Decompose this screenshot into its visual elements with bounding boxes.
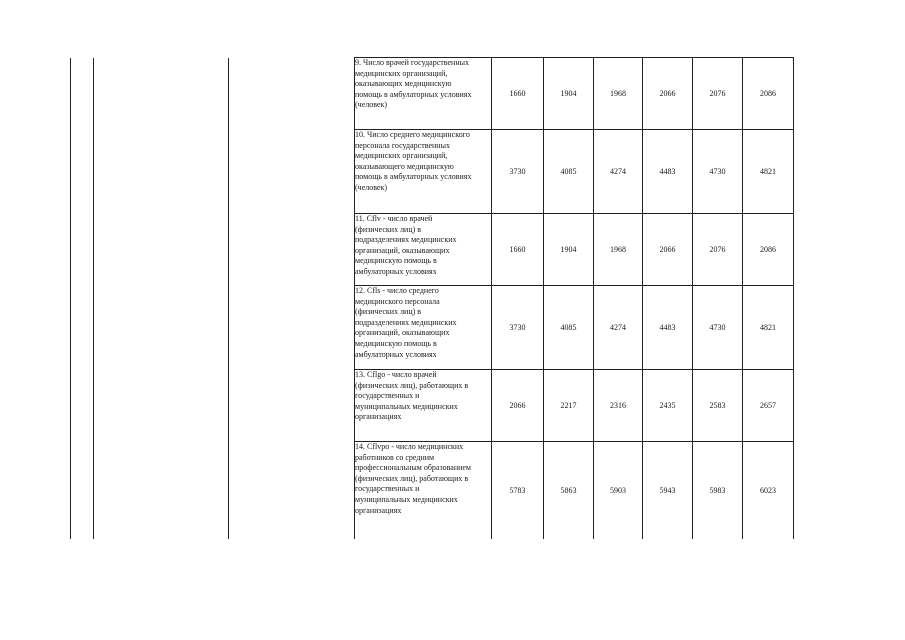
value-cell: 2657 bbox=[743, 370, 794, 442]
value-cell: 3730 bbox=[492, 286, 544, 370]
value-cell: 2076 bbox=[693, 58, 743, 130]
value-cell: 5983 bbox=[693, 442, 743, 539]
value-cell: 4821 bbox=[743, 286, 794, 370]
table-row bbox=[355, 214, 794, 286]
value-cell: 2086 bbox=[743, 58, 794, 130]
value-cell: 4274 bbox=[594, 130, 643, 214]
value-cell: 4085 bbox=[544, 130, 594, 214]
table-row bbox=[355, 370, 794, 442]
value-cell: 1660 bbox=[492, 214, 544, 286]
value-cell: 4483 bbox=[643, 130, 693, 214]
value-cell: 1904 bbox=[544, 214, 594, 286]
value-cell: 5943 bbox=[643, 442, 693, 539]
indicators-table bbox=[354, 57, 794, 539]
value-cell: 4821 bbox=[743, 130, 794, 214]
row-description: 12. Cfls - число среднего медицинского персонала (физических лиц) в подразделениях медицинских организаций, оказывающих медицинскую помощь в амбулаторных условиях bbox=[355, 286, 492, 370]
value-cell: 2316 bbox=[594, 370, 643, 442]
value-cell: 2435 bbox=[643, 370, 693, 442]
row-description: 9. Число врачей государственных медицинских организаций, оказывающих медицинскую помощь в амбулаторных условиях (человек) bbox=[355, 58, 492, 130]
row-description: 11. Cflv - число врачей (физических лиц) в подразделениях медицинских организаций, оказывающих медицинскую помощь в амбулаторных условиях bbox=[355, 214, 492, 286]
value-cell: 5903 bbox=[594, 442, 643, 539]
table-row bbox=[355, 286, 794, 370]
row-description: 13. Cflgo - число врачей (физических лиц), работающих в государственных и муниципальных медицинских организациях bbox=[355, 370, 492, 442]
value-cell: 2066 bbox=[492, 370, 544, 442]
value-cell: 1968 bbox=[594, 214, 643, 286]
left-column-border-2 bbox=[93, 58, 94, 539]
value-cell: 4274 bbox=[594, 286, 643, 370]
value-cell: 6023 bbox=[743, 442, 794, 539]
value-cell: 3730 bbox=[492, 130, 544, 214]
value-cell: 4730 bbox=[693, 286, 743, 370]
row-description: 10. Число среднего медицинского персонала государственных медицинских организаций, оказывающего медицинскую помощь в амбулаторных условиях (человек) bbox=[355, 130, 492, 214]
value-cell: 5863 bbox=[544, 442, 594, 539]
value-cell: 2066 bbox=[643, 214, 693, 286]
value-cell: 1904 bbox=[544, 58, 594, 130]
table-row bbox=[355, 58, 794, 130]
value-cell: 5783 bbox=[492, 442, 544, 539]
value-cell: 4730 bbox=[693, 130, 743, 214]
table-row bbox=[355, 130, 794, 214]
row-description: 14. Cflvpo - число медицинских работников со средним профессиональным образованием (физических лиц), работающих в государственных и муниципальных медицинских организациях bbox=[355, 442, 492, 539]
value-cell: 2076 bbox=[693, 214, 743, 286]
value-cell: 4483 bbox=[643, 286, 693, 370]
value-cell: 2217 bbox=[544, 370, 594, 442]
value-cell: 2066 bbox=[643, 58, 693, 130]
value-cell: 2583 bbox=[693, 370, 743, 442]
value-cell: 2086 bbox=[743, 214, 794, 286]
value-cell: 1968 bbox=[594, 58, 643, 130]
value-cell: 1660 bbox=[492, 58, 544, 130]
left-column-border-1 bbox=[70, 58, 71, 539]
value-cell: 4085 bbox=[544, 286, 594, 370]
left-column-border-3 bbox=[228, 58, 229, 539]
table-row bbox=[355, 442, 794, 539]
